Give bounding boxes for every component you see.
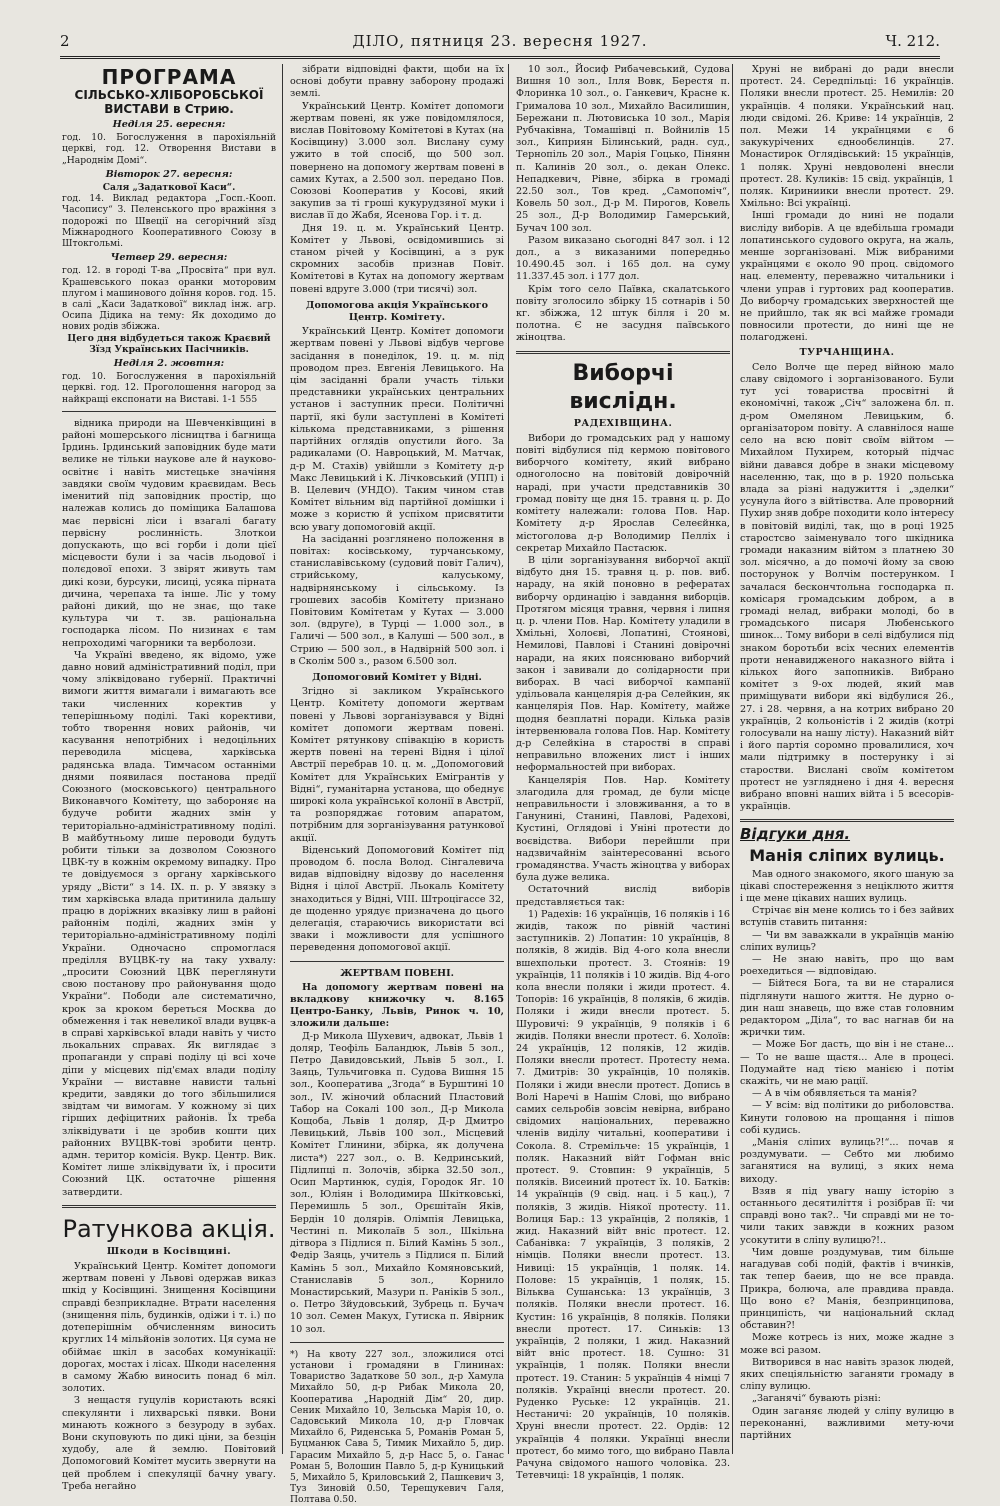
donor-list: Д-р Микола Шухевич, адвокат, Львів 1 доляр, Теофіль Баландюк, Львів 5 зол., Петро Давидовський, Львів 5 зол., І. Заяць, Тульчиговка п. Судова Вишня 15 зол., Кооператива „Згода“ в Бурштині 10 зол., IV. жіночий обласний Пластовий Табор на Сокалі 100 зол., Д-р Микола Кощоба, Львів 1 доляр, Д-р Дмитро Левицький, Львів 100 зол., Місцевий Комітет Глинини, збірка, як долучена листа*) 227 зол., о. В. Кедринський, Підлипці п. Золочів, збірка 32.50 зол., Осип Мартинюк, судія, Городок Яг. 10 зол., Юліян і Володимира Шкітковські, Перемишль 5 зол., Орєшітаїн Яків, Бердін 10 долярів. Олімпія Левицька, Честині п. Миколаїв 5 зол., Шкільна дітвора з Підлися п. Білий Камінь 5 зол., Федір Заяць, учитель з Підлися п. Білий Камінь 5 зол., Михайло Комяновський, Станиславів 5 зол., Корнило Монастирський, Мазури п. Раніків 5 зол., о. Петро Зйудовський, Зубрець п. Бучач 10 зол. Семен Макух, Гутиска п. Явірник 10 зол. (290, 1030, 504, 1335)
divider (290, 1342, 504, 1343)
issue-number: Ч. 212. (885, 32, 940, 50)
article-paragraph: Чим довше роздумував, тим більше нагадував собі подій, фактів і вчинків, так тепер баеив, що не все правда. Прикра, болюча, але правдива правда. Що воно є? Манія, безпринципова, принципість, чи національний склад обставин?! (740, 1246, 954, 1332)
article-paragraph: Віденський Допомоговий Комітет під проводом б. посла Волод. Сінгалевича видав відповідну відозву до населення Відня і цілої Австрії. Льокаль Комітету знаходиться у Відні, VIII. Штроцігассе 32, де щоденно урядує призначена до цього делегація, стараючись використати всі зваки і можливости для успішного переведення допомогової акції. (290, 844, 504, 954)
program-day: Вівторок 27. вересня: (105, 168, 233, 180)
program-text: год. 10. Богослуження в парохіяльній церкві, год. 12. Отворення Вистави в „Народнім Домі“. (62, 132, 276, 166)
divider (740, 819, 954, 822)
divider (62, 411, 276, 412)
article-paragraph: Вибори до громадських рад у нашому повіті відбулися під кермою повітового виборчого комітету, який вибрано одноголосно на повітовій довірочній нараді, при участи представників 30 громад повіту ще дня 15. травня ц. р. До комітету належали: голова Пов. Нар. Комітету д-р Ярослав Селеєйнка, містоголова д-р Володимир Пелліх і секретар Михайло Пастасюк. (516, 432, 730, 554)
article-paragraph: З нещастя гуцулів користають всякі спекулянти і лихварські пявки. Вони минають кожного з безуроду в зубах. Вони скуповують по дикі ціни, за безцін худобу, але й землю. Повітовий Допомоговий Комітет мусить звернути на цей проблем і спекуляції бачну увагу. Треба негайно (62, 1395, 276, 1492)
program-text: год. 10. Богослуження в парохіяльній церкві. год. 12. Проголошення нагород за найкращі експонати на Виставі. 1-1 555 (62, 371, 276, 405)
dialogue-line: — У всім: від політики до риболовства. Кинути головою на прощання і пішов собі кудись. (740, 1100, 954, 1136)
article-paragraph: Мав одного знакомого, якого шаную за цікаві спостереження з неціклюто життя і ще мене цікавих наших вулиць. (740, 868, 954, 904)
article-paragraph: На засіданні розглянено положення в повітах: косівському, турчанському, станиславівському (судовий повіт Галич), стрийському, калуському, надвірнянському і сільському. Із грошевих засобів Комітету признано Повітовим Комітетам у Кутах — 3.000 зол. (вдруге), в Турці — 1.000 зол., в Галичі — 500 зол., в Калуші — 500 зол., в Стрию — 500 зол., в Надвірній 500 зол. і в Сколім 500 з., разом 6.500 зол. (290, 533, 504, 667)
article-paragraph: Стрічає він мене колись то і без зайвих вступів ставить питання: (740, 905, 954, 929)
page-number: 2 (60, 32, 70, 50)
article-paragraph: Дня 19. ц. м. Український Центр. Комітет у Львові, освідомившись зі станом річей у Косівщині, а з рук скромних засобів признав Повіт. Комітетові в Кутах на допомогу жертвам повені вдруге 3.000 (три тисячі) зол. (290, 222, 504, 295)
column-2 (290, 64, 504, 1506)
program-day: Четвер 29. вересня: (110, 252, 228, 264)
footnote: *) На квоту 227 зол., зложилися отсі установи і громадяни в Глининах: Товариство Задаткове 50 зол., д-р Хамула Михайло 50, д-р Рибак Микола 20, Кооператива „Народній Дім“ 20, дир. Сеник Михайло 10, Зельська Марія 10, о. Садовський Микола 10, д-р Гловчак Михайло 6, Риденська 5, Романів Роман 5, Буцманюк Сава 5, Тимик Михайло 5, дир. Гарасим Михайло 5, д-р Насс 5, о. Ганас Роман 5, Волошин Павло 5, д-р Куницький 5, Михайло 5, Криловський 2, Пашкевич 3, Туз Зиновій 0.50, Терещукевич Галя, Полтава 0.50. (290, 1348, 504, 1506)
article-paragraph: Канцелярія Пов. Нар. Комітету злагодила для громад, де були місце неправильности і зловживання, а то в Ганунині, Станині, Павлові, Радехові, Кустині, Оглядові і Уніні протести до воєвідства. Вибори перейшли при надзвичайнім заінтересованні всього громадянства. Участь жіноцтва у виборах була дуже велика. (516, 774, 730, 884)
column-4 (740, 64, 954, 1454)
article-paragraph: зібрати відповідні факти, щоби на їх основі добути правну заборону продажі землі. (290, 64, 504, 100)
article-paragraph: Витворився в нас навіть зразок людей, яких спеціяльністю заганяти громаду в сліпу вулицю. (740, 1356, 954, 1393)
feuilleton-title: Манія сліпих вулиць. (749, 845, 945, 865)
program-day: Неділя 25. вересня: (112, 119, 226, 130)
article-paragraph: „Манія сліпих вулиць?!“... почав я роздумувати. — Себто ми любимо заганятися на вулиці, з яких нема виходу. (740, 1137, 954, 1185)
article-paragraph: Інші громади до нині не подали висліду виборів. А це вдебільша громади лопатинського судового округа, на жаль, менше зорганізовані. Між вибраними українцями є около 90 проц. свідомого нац. елементу, переважно читальники і члени управ і гуртових рад кооператив. До виборчу громадських зверхностей ще не прийшло, так як всі майже громади повносили протести, до нині ще не полагоджені. (740, 210, 954, 344)
dialogue-line: — Бійтеся Бога, та ви не старалися підглянути нашого життя. Не дурно о-дин наш знавець, що вже став головним редактором „Діла“, то вас нагнав би на жрички тим. (740, 978, 954, 1039)
article-paragraph: Хруні не вибрані до ради внесли протест. 24. Середпільці: 16 українців. Поляки внесли протест. 25. Немилів: 20 українців. 4 поляки. Український нац. люди свідомі. 26. Криве: 14 українців, 2 пол. Межи 14 українцями є 6 закукурічених єднообєлинців. 27. Монастирок Оглядівський: 15 українців, 1 поляк. Хруні невдоволені внесли протест. 28. Куликів: 15 свід. українців, 1 поляк. Кириниики внесли протест. 29. Хмільно: Всі українці. (740, 64, 954, 210)
article-paragraph: відника природи на Шевченківщині в районі мошерського лісництва і багнища Ірдинь. Ірдинський заповідник буде мати велике не тільки наукове але й науково-освітнє і навіть мистецьке значіння завдяки своїм чудовим краєвидам. Весь іменитий під заповідник простір, що належав колись до поміщика Балашова має первісні ліси і взагалі багату первісну рослинність. Злоткои допускають, що всі горби і доли цієї місцевости були і за часів льодової і полєдової епохи. З звірят живуть там дикі кози, бурсуки, лисиці, усяка пірната дичина, черепаха та інше. Ліс у тому районі дикий, що не знає, що таке культура чи т. зв. раціональна господарка лісом. По низинах є там непроходимі чагорники та верболози. (62, 417, 276, 649)
section-heading: Допомоговий Комітет у Відні. (312, 671, 482, 683)
newspaper-header (60, 30, 940, 59)
column-3 (516, 64, 730, 1482)
article-paragraph: Крім того село Паївка, скалатського повіту зголосило збірку 15 сотнарів і 50 кг. збіжжа, 12 штук білля і 20 м. полотна. Є не засудня паївського жіноцтва. (516, 283, 730, 344)
relief-subtitle: Шкоди в Косівщині. (106, 1245, 232, 1257)
dialogue-line: — Не знаю навіть, про що вам роехедиться — відповідаю. (740, 954, 954, 978)
relief-title: Ратункова акція. (62, 1214, 276, 1243)
article-paragraph: Ча Україні введено, як відомо, уже давно новий адміністративний поділ, при чому зліквідовано губернії. Практичні вимоги життя вимагали і вимагають все таки численних коректив у теперішньому поділі. Такі корективи, тобто творення нових районів, чи касування непотрібних і недоцільних переводила місцева, харківська радянська влада. Тимчасом останніми днями появилася постанова предії Союзного (московського) центрального Виконавчого Комітету, що забороняє на будуче робити жадних змін у територіально-адміністративному поділі. В майбутньому лише пероводи будуть робити тільки за дозволом Союзного ЦВК-ту в кожнім окремому випадку. Про те довідуємося з органу харківського уряду „Вісти“ з 14. IX. п. р. У звязку з тим харківська влада притинила дальшу працю в доріжних вказівку лиш в районі районнім поділі, жадних змін у територіально-адміністративному поділі України. Одночасно спромоглася преділля ВУЦВК-ту на таку ухвалу: „просити Союзний ЦВК переглянути свою постанову про районування щодо України“. Пободи але систематично, крок за кроком береться Москва до обмеження і так невеликої влади вуцвк-а в справі харківської влади навіть у чисто льокальних справах. Як виглядає з пропаганди у справі поділу ці всі хоче діпи у місцевих під'ємах влади поділу України — виставне нависти тальні кредити, завдяки до того збільшилися звідтам чи вимогам. У кожному зі цих гірших дефіцитних районів. Їх треба зліквідувати і це зробив кошти цих районних ВУЦВК-тові зробити центр. адмн. територ комісія. Вукр. Центр. Вик. Комітет лише зліквідувати їх, і просити Союзний ЦК. остаточне рішення затвердити. (62, 649, 276, 1198)
section-heading: Допомогова акція Українського Центр. Комітету. (305, 299, 489, 324)
elections-title: Виборчі вислідн. (569, 360, 677, 414)
divider (62, 1205, 276, 1208)
divider (516, 351, 730, 354)
article-paragraph: „Заганячі“ бувають різні: (752, 1393, 881, 1405)
masthead: ДІЛО, пятниця 23. вересня 1927. (352, 32, 648, 50)
divider (290, 961, 504, 962)
donation-intro: На допомогу жертвам повені на вкладкову книжочку ч. 8.165 Центро-Банку, Львів, Ринок ч. 10, зложили дальше: (290, 981, 504, 1030)
program-subtitle: СІЛЬСЬКО-ХЛІБОРОБСЬКОЇ ВИСТАВИ в Стрию. (74, 88, 264, 116)
article-paragraph: Один заганяє людей у сліпу вулицю в переконанні, важливими мету-ючи партійних (740, 1405, 954, 1441)
article-paragraph: Село Волче ще перед війною мало славу свідомого і зорганізованого. Були тут усі товариства просвітні й економічні, також „Січ“ заложена бл. п. д-ром Омеляном Левицьким, б. організатором повіту. А славнілося наше село на всю повіт своїм війтом — Михайлом Пухирем, который підчас війни давався добре в знаки місцевому населенню, так, що в р. 1920 польська влада за різні надужиття і „зделки“ усунула його з війтівства. Але проворний Пухир зняв добре походити коло інтересу в повітовій виділі, так, що в році 1925 старостсво заіменувало того шкідника громади наказним війтом з платнею 30 зол. місячно, а до помочі йому за свою посторунок у Волчім постерунком. І зачалася бескончтольна господарка п. комісаря громадським добром, а в громаді нелад, вибраки молоді, бо в громадського писаря Любенського шинок... Тому вибори в селі відбулися під знаком боротьби всіх чесних елементів проти ненавидженого наказного війта і кількох його запопників. Вибрано комітет з 9-ох людей, який мав приміщувати вибори які відбулися 26., 27. і 28. червня, а на котрих вибрано 20 українців, 2 кольоністів і 2 жидів (котрі голосували на нашу лісту). Наказний війт і його партія соромно провалилися, хоч мали підтримку в постерунку і зі старостви. Вислані своїм комітетом протест не узгляднено і дня 4. вересня вибрано вповні наших війта і 5 всесорів-українців. (740, 361, 955, 813)
rubric-heading: Відгуки дня. (740, 825, 851, 844)
program-note: Цего дня відбудеться також Краєвий Зїзд Українських Пасічників. (67, 332, 271, 355)
article-paragraph: Український Центр. Комітет допомоги жертвам повені, як уже повідомлялося, вислав Повітовому Комітетові в Кутах (на Косівщину) 3.000 зол. Вислану суму ужито в той спосіб, що 500 зол. повернено на допомогу жертвам повені в самих Кутах, а 2.500 зол. передано Пов. Союзові Кооператив у Косові, який закупив за ті гроші кукурудзяної муки і вислав її до Жабя, Ясенова Гор. і т. д. (290, 100, 504, 222)
elections-subtitle: РАДЕХІВЩИНА. (573, 417, 673, 429)
article-paragraph: В ціли зорганізування виборчої акції відбуто дня 15. травня ц. р. пов. виб. нараду, на якій поновно в рефератах виборчу ординацію і завдання виборців. Протягом місяця травня, червня і липня ц. р. члени Пов. Нар. Комітету уладили в Хмільні, Холоєві, Лопатині, Стоянові, Немилові, Павлові і Станині довірочні наради, на яких пояснювано виборчий закон і завивали до солідарности при виборах. В часі виборчої кампанії удільовала канцелярія д-ра Селейкин, як канцелярія Пов. Нар. Комітету, майже щодня безплатні поради. Кілька разів інтервенювала голова Пов. Нар. Комітету д-р Селейкіна в старостві в справі неправильно вложених лист і інших неформальностей при виборах. (516, 554, 730, 774)
article-paragraph: 1) Радехів: 16 українців, 16 поляків і 16 жидів, також по рівній частині заступників. 2) Лопатин: 10 українців, 8 поляків, 8 жидів. Від 4-ого кола внесли вшехпольки протест. 3. Стоянів: 19 українців, 11 поляків і 10 жидів. Від 4-ого кола внесли поляки і жиди протест. 4. Топорів: 16 українців, 8 поляків, 6 жидів. Поляки і жиди внесли протест. 5. Шуровичі: 9 українців, 9 поляків і 6 жидів. Поляки внесли протест. 6. Холоїв: 24 українців, 12 поляків, 12 жидів. Поляки внесли протест. Протесту нема. 7. Дмитрів: 30 українців, 10 поляків. Поляки і жиди внесли протест. Допись в Волі Наречі в Нашім Слові, що вибрано самих сельробів зовсім невірна, вибрано свідомих національних, переважно членів виділу читальні, кооперативи і Сокола. 8. Стремільче: 15 українців, 1 поляк. Наказний війт Гофман вніс протест. 9. Стовпин: 9 українців, 5 поляків. Висеиний протест їх. 10. Батків: 14 українців (9 свід. нац. і 5 кац.), 7 поляків, 3 жидів. Ніякої протесту. 11. Волиця Бар.: 13 українців, 2 поляків, 1 жид. Наказний війт вніс протест. 12. Сабанівка: 7 українців, 3 поляків, 2 німців. Поляки внесли протест. 13. Нивиці: 15 українців, 1 поляк. 14. Полове: 15 українців, 1 поляк, 15. Вільква Сушанська: 13 українців, 3 поляків. Поляки внесли протест. 16. Кустин: 16 українців, 8 поляків. Поляки внесли протест. 17. Синьків: 13 українців, 2 поляки, 1 жид. Наказний війт вніс протест. 18. Сушно: 31 українців, 1 поляк. Поляки внесли протест. 19. Станин: 5 українців 4 німці 7 поляків. Українці внесли протест. 20. Руденко Руське: 12 українців. 21. Нестаничі: 20 українців, 10 поляків. Хруні внесли протест. 22. Ордів: 12 українців 4 поляки. Українці внесли протест, бо мимо того, що вибрано Павла Рачуна свідомого нашого чоловіка. 23. Тетевчиці: 18 українців, 1 поляк. (516, 908, 730, 1482)
column-1 (62, 64, 276, 1492)
article-paragraph: Український Центр. Комітет допомоги жертвам повені у Львові відбув чергове засідання в понеділок, 19. ц. м. під проводом през. Евгенія Левицького. На цім засіданні брали участь тільки представники українських центральних установ і заступник преси. Політичні партії, які були заступлені в Комітеті кількома представниками, з рішення партійних оглядів опустили його. За радикалами (О. Навроцький, М. Матчак, д-р М. Стахів) увійшли з Комітету д-р Макс Левицький і К. Лічковський (УПП) і В. Целевич (УНДО). Таким чином став Комітет вільним від партійної домішки і може з користю й успіхом присвятити всю увагу допомоговій акції. (290, 326, 504, 533)
program-day: Неділя 2. жовтня: (113, 358, 225, 370)
article-paragraph: Згідно зі закликом Українського Центр. Комітету допомоги жертвам повені у Львові зорганізувався у Відні комітет допомоги жертвам повені. Комітет рятункову співакцію в користь жертв повені на терені Відня і цілої Австрії перебрав 10. ц. м. „Допомоговий Комітет для Українських Емігрантів у Відні“, гуманітарна установа, що обеднує широкі кола української колонії в Австрії, та розпоряджає готовим апаратом, потрібним для зорганізування ратункової акції. (290, 686, 504, 844)
program-place: Саля „Задаткової Каси“. (102, 182, 236, 194)
article-paragraph: Може котресь із них, може жадне з може всі разом. (740, 1332, 954, 1356)
column-rule (282, 64, 283, 1454)
column-rule (508, 64, 509, 1454)
program-text: год. 12. в городі Т-ва „Просвіта“ при вул. Крашевського показ оранки моторовим плугом і машинового доїння коров. год. 15. в салі „Каси Задаткової“ виклад інж. агр. Осипа Дідика на тему: Як доходимо до нових родів збіжжа. (62, 265, 276, 333)
dialogue-line: — Може Бог дасть, що він і не стане... — То не ваше щастя... Але в процесі. Подумайте над тією манією і потім скажіть, чи не маю рації. (740, 1039, 954, 1088)
program-title: ПРОГРАМА (101, 65, 237, 89)
article-paragraph: Український Центр. Комітет допомоги жертвам повені у Львові одержав виказ шкід у Косівщині. Знищення Косівщини справді безприкладне. Втрати населення (знищення піль, будинків, одіжи і т. і.) по дотеперішнім обчисленням виносить круглих 14 мільйонів золотих. Ця сума не обіймає шкіл в засобах комунікації: дорогах, мостах і лісах. Шкоди населення в самому Жабю виносить понад 6 міл. золотих. (62, 1261, 276, 1395)
column-rule (732, 64, 733, 1454)
dialogue-line: — А в чім обявляється та манія? (752, 1088, 917, 1100)
section-heading: ЖЕРТВАМ ПОВЕНІ. (340, 967, 454, 979)
program-text: год. 14. Виклад редактора „Госп.-Кооп. Часопису“ З. Пеленського про вражіння з подорожі по Швеції на сегорічний зїзд Міжнародного Кооперативного Союзу в Штокгольмі. (62, 193, 276, 250)
dialogue-line: — Чи вм заважкали в українців манію сліпих вулиць? (740, 929, 954, 953)
article-paragraph: Взяв я під увагу нашу історію з останнього десятиліття і розібрав її: чи справді воно так?.. Чи справді ми не то- чили таких завжди в кожних разом усокутити в сліпу вулицю?!.. (740, 1185, 954, 1246)
article-paragraph: Остаточний вислід виборів представляється так: (516, 884, 730, 908)
donor-list: 10 зол., Йосиф Рибачевський, Судова Вишня 10 зол., Ілля Вовк, Берестя п. Флоринка 10 зол., о. Ганкевич, Красне к. Грималова 10 зол., Михайло Василишин, Бережани п. Лютовиська 10 зол., Марія Рубчаківна, Томашівці п. Войнилів 15 зол., Киприян Білинський, радн. суд., Тернопіль 20 зол., Марія Гоцько, Пінянн п. Калинів 20 зол., о. декан Олекс. Непадкевич, Рівне, збірка в громаді 22.50 зол., Тов кред. „Самопоміч“, Ковель 50 зол., Д-р М. Пирогов, Ковель 25 зол., Д-р Володимир Гамерський, Бучач 100 зол. (516, 64, 730, 234)
article-paragraph: Разом виказано сьогодні 847 зол. і 12 дол., а з виказаними попередньо 10.490.45 зол. і 165 дол. на суму 11.337.45 зол. і 177 дол. (516, 234, 730, 283)
section-heading: ТУРЧАНЩИНА. (799, 346, 895, 358)
